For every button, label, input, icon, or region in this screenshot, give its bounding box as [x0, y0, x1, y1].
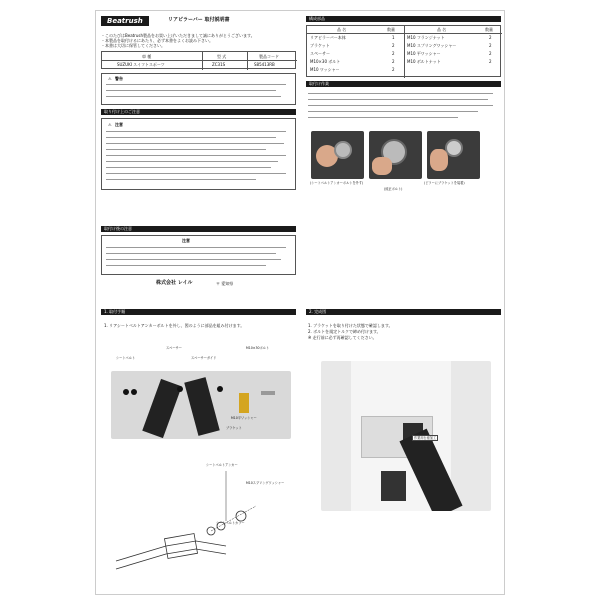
step2-line-3: ※ 走行前に必ず再確認してください。: [308, 335, 377, 340]
label-bracket: ブラケット: [226, 426, 242, 430]
label-bolt: M10×30ボルト: [246, 346, 270, 350]
warning-label: 警告: [115, 76, 123, 81]
intro-line-3: ・本書は大切に保管してください。: [101, 43, 165, 48]
part-2: ブラケット: [310, 43, 330, 48]
part-3: スペーサー: [310, 51, 330, 56]
exploded-line-diagram: [106, 451, 296, 586]
parts-header: 構成部品: [306, 16, 501, 22]
part-8: M10 平ワッシャー: [407, 51, 441, 56]
parts-col-qty-right: 数量: [485, 27, 493, 32]
note-caution-label: 注意: [182, 238, 190, 243]
spec-header-model: 車 種: [142, 54, 152, 59]
brand-logo: Beatrush: [101, 16, 149, 26]
photo-caption-2: (純正ボルト): [384, 187, 403, 191]
photo-bolt-removal: [369, 131, 422, 179]
photo-caption-1: (シートベルトアンカーボルトを外す): [310, 181, 364, 185]
label-spacer: スペーサー: [166, 346, 182, 350]
callout-label: 作業用台座加工: [414, 436, 437, 440]
photo-bracket-install: [427, 131, 480, 179]
part-9: M10 ボルトナット: [407, 59, 441, 64]
part-1: リアピラーバー本体: [310, 35, 346, 40]
spec-table: [101, 51, 296, 69]
spec-type: ZC31S: [212, 62, 226, 67]
step1-header: 1. 取付手順: [101, 309, 296, 315]
photo-anchor-bolt: [311, 131, 364, 179]
part-2-qty: 2: [392, 43, 395, 48]
company-address: 〒 愛知県: [216, 281, 234, 286]
part-8-qty: 2: [489, 51, 492, 56]
parts-col-name-right: 品 名: [437, 27, 447, 32]
part-5-qty: 2: [392, 67, 395, 72]
parts-col-name-left: 品 名: [337, 27, 347, 32]
caution-section-header: 取り付け上のご注意: [101, 109, 296, 115]
spec-header-code: 製品コード: [259, 54, 279, 59]
parts-table: [306, 25, 501, 77]
step1-text: 1. リアシートベルトアンカーボルトを外し、図のように部品を組み付けます。: [104, 323, 245, 328]
parts-col-qty-left: 数量: [387, 27, 395, 32]
intro-line-2: ・本製品を取付けるにあたり、必ず本書をよくお読み下さい。: [101, 38, 213, 43]
part-1-qty: 1: [392, 35, 395, 40]
caution-icon: ⚠: [108, 122, 112, 127]
manual-page: [95, 10, 505, 595]
part-6: M10 フランジナット: [407, 35, 445, 40]
photo-caption-3: (ピラーにブラケットを装着): [424, 181, 465, 185]
label-anchor: シートベルトアンカー: [206, 463, 238, 467]
part-9-qty: 2: [489, 59, 492, 64]
part-7: M10 スプリングワッシャー: [407, 43, 457, 48]
parts-exploded-photo: [111, 371, 291, 439]
label-spring-washer: M10スプリングワッシャー: [246, 481, 285, 485]
part-4: M10×30 ボルト: [310, 59, 341, 64]
part-3-qty: 2: [392, 51, 395, 56]
document-title: リアピラーバー 取付説明書: [168, 17, 230, 23]
warning-box: [101, 73, 296, 105]
warning-icon: ⚠: [108, 76, 112, 81]
intro-line-1: ・このたびはBeatrush製品をお買い上げいただきまして誠にありがとうございます。: [101, 33, 255, 38]
caution-label: 注意: [115, 122, 123, 127]
part-4-qty: 2: [392, 59, 395, 64]
label-collar: シートベルトカラー: [216, 521, 245, 525]
step2-line-2: 2. ボルトを規定トルクで締め付けます。: [308, 329, 381, 334]
caution-box: [101, 118, 296, 190]
part-5: M10 ワッシャー: [310, 67, 340, 72]
part-6-qty: 2: [489, 35, 492, 40]
label-flat-washer: M10平ワッシャー: [231, 416, 257, 420]
note-section-header: 取付け後の注意: [101, 226, 296, 232]
spec-code: S85413RB: [254, 62, 275, 67]
installed-photo: [321, 361, 491, 511]
step2-header: 2. 完成図: [306, 309, 501, 315]
part-7-qty: 2: [489, 43, 492, 48]
note-box: [101, 235, 296, 275]
spec-header-type: 型 式: [217, 54, 227, 59]
label-spacer-guide: スペーサーガイド: [191, 356, 217, 360]
work-header: 取付け作業: [306, 81, 501, 87]
spec-model: SUZUKI スイフトスポーツ: [117, 62, 165, 67]
label-seatbelt: シートベルト: [116, 356, 136, 360]
company-name: 株式会社 レイル: [156, 280, 193, 286]
step2-line-1: 1. ブラケットを取り付けた状態で確認します。: [308, 323, 393, 328]
